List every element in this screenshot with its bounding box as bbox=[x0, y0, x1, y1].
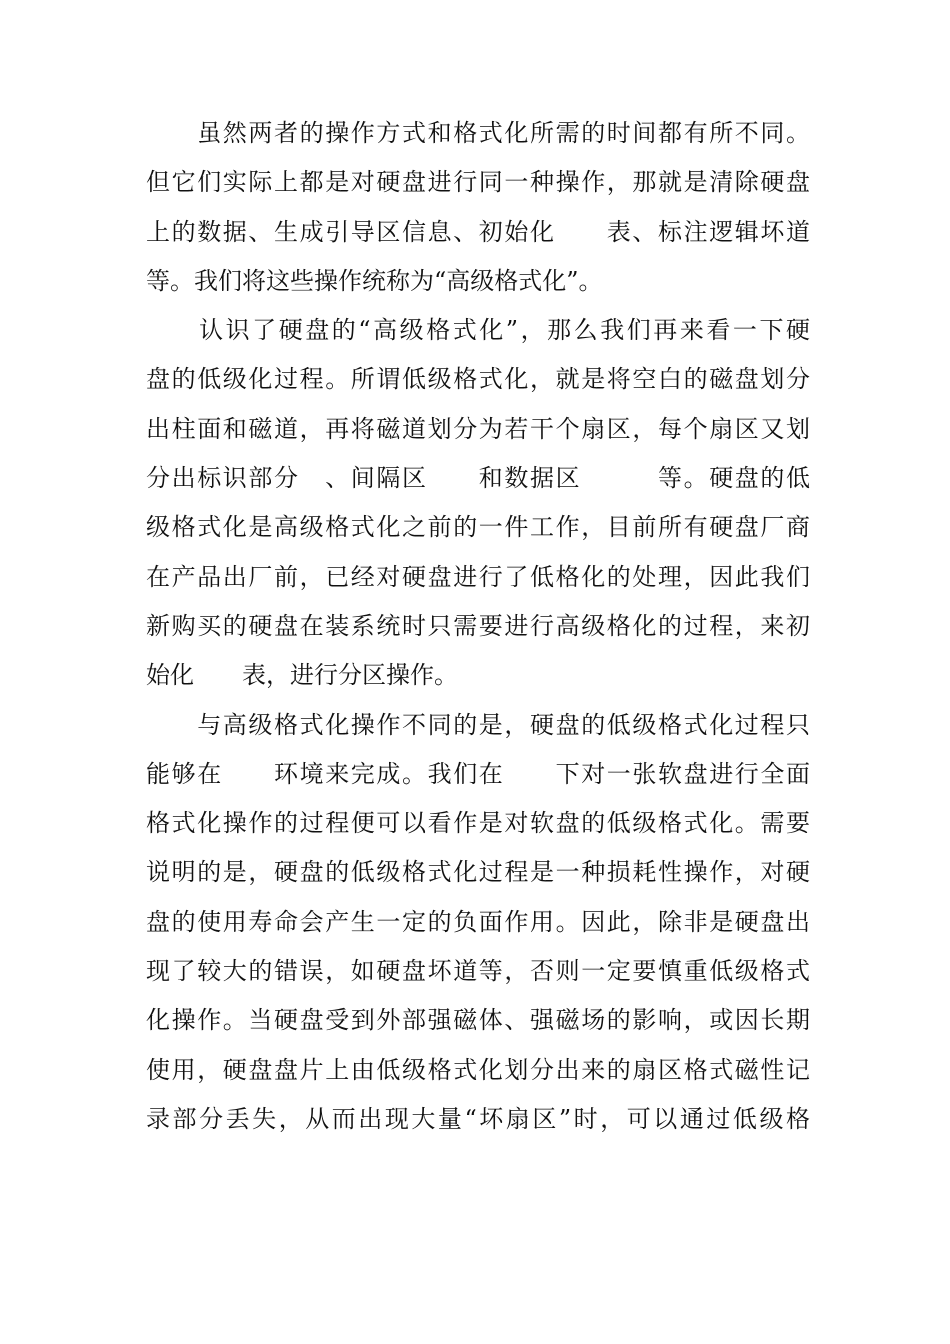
text-line: 上的数据、生成引导区信息、初始化 表、标注逻辑坏道 bbox=[146, 217, 810, 246]
text-line: 现了较大的错误，如硬盘坏道等，否则一定要慎重低级格式 bbox=[146, 957, 810, 986]
text-line: 说明的是，硬盘的低级格式化过程是一种损耗性操作，对硬 bbox=[146, 858, 810, 887]
text-line: 等。我们将这些操作统称为“高级格式化”。 bbox=[146, 266, 603, 295]
text-line: 录部分丢失，从而出现大量“坏扇区”时，可以通过低级格 bbox=[146, 1104, 810, 1133]
text-line: 但它们实际上都是对硬盘进行同一种操作，那就是清除硬盘 bbox=[146, 168, 810, 197]
text-line: 在产品出厂前，已经对硬盘进行了低格化的处理，因此我们 bbox=[146, 562, 810, 591]
text-line: 能够在 环境来完成。我们在 下对一张软盘进行全面 bbox=[146, 759, 810, 788]
text-line: 级格式化是高级格式化之前的一件工作，目前所有硬盘厂商 bbox=[146, 513, 810, 542]
text-line: 盘的低级化过程。所谓低级格式化，就是将空白的磁盘划分 bbox=[146, 365, 810, 394]
text-line: 格式化操作的过程便可以看作是对软盘的低级格式化。需要 bbox=[146, 809, 810, 838]
text-line: 新购买的硬盘在装系统时只需要进行高级格化的过程，来初 bbox=[146, 611, 810, 640]
text-line: 分出标识部分 、间隔区 和数据区 等。硬盘的低 bbox=[146, 464, 810, 493]
text-line: 认识了硬盘的“高级格式化”，那么我们再来看一下硬 bbox=[146, 316, 810, 345]
text-line: 与高级格式化操作不同的是，硬盘的低级格式化过程只 bbox=[146, 710, 810, 739]
text-line: 始化 表，进行分区操作。 bbox=[146, 661, 458, 690]
text-line: 化操作。当硬盘受到外部强磁体、强磁场的影响，或因长期 bbox=[146, 1006, 810, 1035]
text-line: 出柱面和磁道，再将磁道划分为若干个扇区，每个扇区又划 bbox=[146, 414, 810, 443]
text-line: 虽然两者的操作方式和格式化所需的时间都有所不同。 bbox=[146, 119, 810, 147]
body-text bbox=[146, 109, 810, 1144]
text-line: 使用，硬盘盘片上由低级格式化划分出来的扇区格式磁性记 bbox=[146, 1055, 810, 1084]
text-line: 盘的使用寿命会产生一定的负面作用。因此，除非是硬盘出 bbox=[146, 907, 810, 936]
